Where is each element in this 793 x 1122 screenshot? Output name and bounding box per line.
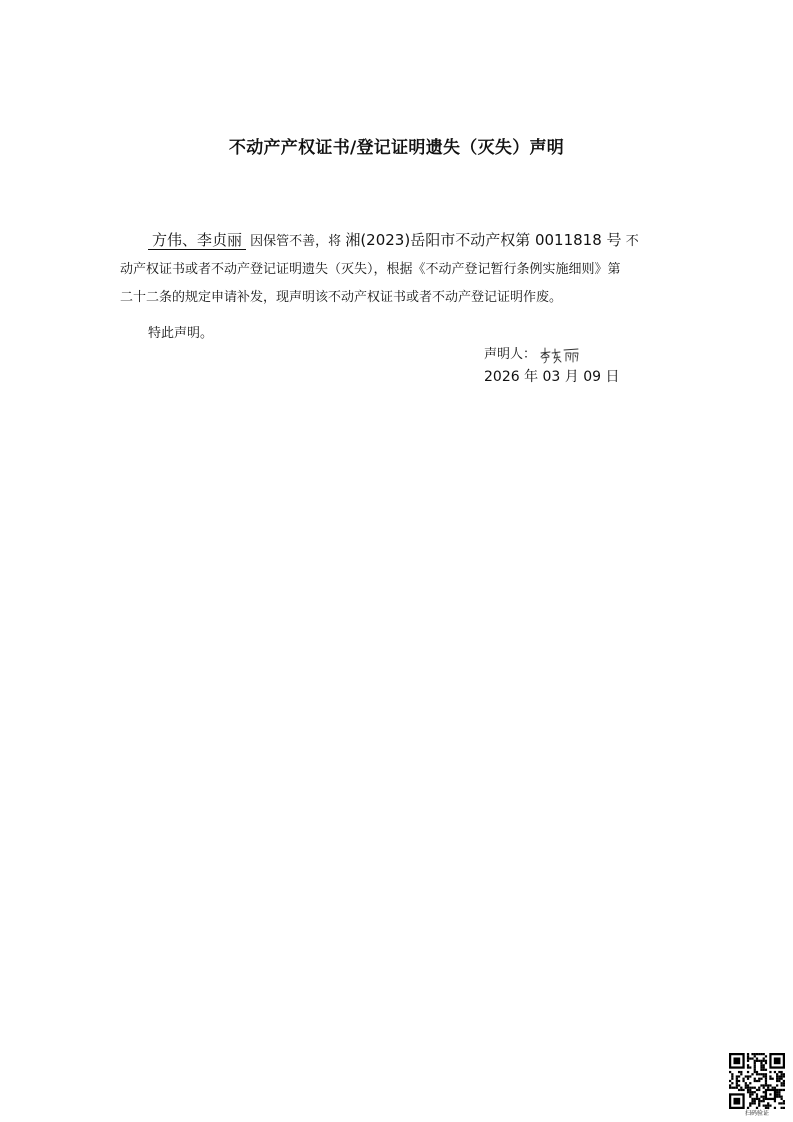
- declarant-row: [484, 344, 620, 366]
- qr-verification[interactable]: [728, 1053, 786, 1118]
- declarant-label: 声明人：: [484, 347, 537, 362]
- hereby-declare-text: 特此声明。: [148, 326, 214, 341]
- body-line-2: 动产权证书或者不动产登记证明遗失（灭失），根据《不动产登记暂行条例实施细则》第: [120, 262, 621, 277]
- body-line-1: [120, 226, 680, 256]
- document-title: 不动产产权证书/登记证明遗失（灭失）声明: [228, 138, 565, 158]
- qr-code-icon[interactable]: [729, 1053, 785, 1109]
- handwritten-signature: [538, 345, 584, 365]
- declarant-names: 方伟、李贞丽: [148, 231, 246, 250]
- qr-caption: 扫码验证: [744, 1110, 769, 1117]
- line1-end-text: 不: [625, 234, 639, 249]
- declaration-date: 2026 年 03 月 09 日: [484, 369, 620, 385]
- declarant-block: [484, 344, 620, 388]
- declaration-body: [120, 226, 680, 312]
- reason-text: 因保管不善，将: [250, 234, 342, 249]
- body-line-3: 二十二条的规定申请补发，现声明该不动产权证书或者不动产登记证明作废。: [120, 290, 563, 305]
- certificate-number: 湘(2023)岳阳市不动产权第 0011818 号: [345, 231, 622, 249]
